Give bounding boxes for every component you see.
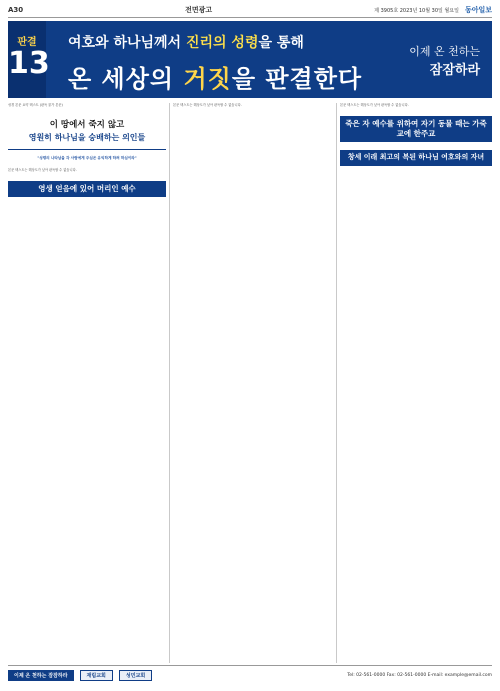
contact-info: Tel: 02-561-0000 Fax: 02-561-0000 E-mail: example@email.com — [347, 672, 492, 678]
body-text: 본문 텍스트는 해상도가 낮아 판독할 수 없습니다. — [8, 168, 77, 172]
article-column-2 — [173, 103, 333, 663]
section-box-heading: 죽은 자 예수를 위하여 자기 동물 때는 가죽교에 한주교 — [340, 116, 492, 142]
subtitle-part: 을 통해 — [258, 35, 304, 51]
heading-rule — [8, 149, 166, 150]
subtitle-part: 께서 — [154, 35, 186, 51]
column-divider — [336, 103, 337, 663]
section-title: 전면광고 — [185, 6, 213, 14]
side-line-2: 잠잠하라 — [429, 63, 480, 78]
article-column-1 — [8, 103, 166, 663]
article-subheading: 영원히 하나님을 숭배하는 의인들 — [28, 133, 146, 143]
ruling-number-box — [8, 21, 50, 98]
subtitle-part: 여호와 하나님 — [68, 35, 155, 51]
headline-highlight: 거짓 — [183, 65, 232, 93]
page-footer — [8, 668, 492, 682]
page-number: A30 — [8, 6, 24, 14]
ruling-label: 판결 — [17, 37, 37, 48]
footer-banner-3: 성민교회 — [119, 670, 152, 681]
headline-banner — [8, 21, 492, 98]
page-header — [8, 4, 492, 16]
headline-part: 을 판결한다 — [231, 65, 363, 93]
intro-paragraph: 성경 본문 요약 텍스트 (판독 불가 본문) — [8, 103, 63, 107]
subtitle-highlight: 진리의 성령 — [185, 35, 259, 51]
article-column-3 — [340, 103, 492, 663]
section-box-heading: 영생 얻음에 있어 머리인 예수 — [8, 181, 166, 197]
issue-meta: 제 3905호 2023년 10월 30일 월요일 — [374, 7, 459, 14]
scripture-quote: "성령의 나타남을 각 사람에게 주심은 유익하게 하려 하심이라" — [37, 156, 137, 161]
side-line-1: 이제 온 천하는 — [409, 45, 480, 58]
column-divider — [169, 103, 170, 663]
body-text: 본문 텍스트는 해상도가 낮아 판독할 수 없습니다. — [173, 103, 242, 107]
footer-banner-2: 재림교회 — [80, 670, 113, 681]
banner-subtitle — [68, 32, 304, 52]
section-box-heading: 창세 이래 최고의 복된 하나님 여호와의 자녀 — [340, 150, 492, 166]
footer-rule — [8, 665, 492, 666]
body-text: 본문 텍스트는 해상도가 낮아 판독할 수 없습니다. — [340, 103, 409, 107]
banner-side-text — [409, 43, 480, 78]
ruling-number: 13 — [8, 46, 50, 81]
header-rule — [8, 17, 492, 18]
article-heading: 이 땅에서 죽지 않고 — [49, 120, 125, 131]
newspaper-logo: 동아일보 — [464, 6, 492, 14]
banner-headline — [68, 59, 362, 94]
headline-part: 온 세상의 — [68, 65, 184, 93]
footer-banner-1: 이제 온 천하는 잠잠하라 — [8, 670, 74, 681]
